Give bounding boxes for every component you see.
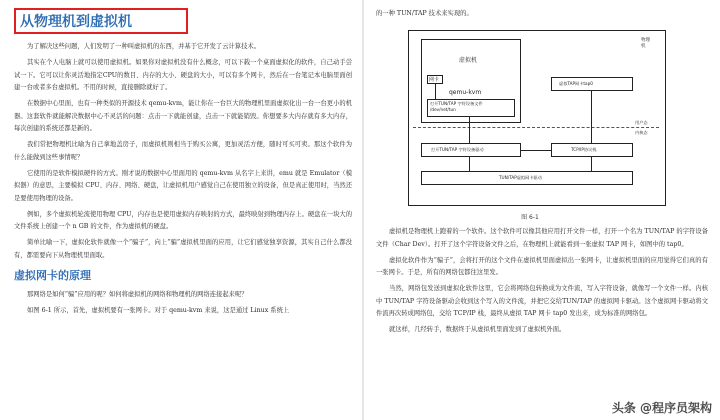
right-body: [376, 226, 708, 340]
paragraph: 虚拟机是物理机上跑着的一个软件。这个软件可以像其他应用打开文件一样，打开一个名为 TUN/TAP 的字符设备文件（Char Dev）。打开了这个字符设备文件之后，在物理机上就能看到一张虚拟 TAP 网卡，如图中的 tap0。: [376, 228, 708, 248]
char-dev-label: 打开TUN/TAP 字符设备驱动: [431, 147, 484, 152]
tuntap-driver-label: TUN/TAP虚拟网卡驱动: [499, 175, 542, 180]
connector-line: [469, 117, 470, 143]
connector-line: [435, 84, 436, 99]
paragraph: 例如，多个虚拟机轮流使用物理 CPU，内存也是使用虚拟内存映射的方式，最终映射到物理内存上。硬盘在一块大的文件系统上创建一个 n GB 的文件，作为虚拟机的硬盘。: [14, 210, 352, 230]
paragraph: 就这样，几经转手，数据终于从虚拟机里面发到了虚拟机外面。: [389, 326, 566, 333]
section-title-highlighted: 从物理机到虚拟机: [14, 8, 188, 34]
paragraph: 的一种 TUN/TAP 技术来实现的。: [376, 10, 473, 17]
tap-device-label: 虚拟TAP网卡tap0: [559, 81, 593, 86]
paragraph: 简单比喻一下，虚拟化软件就像一个“骗子”，向上“骗”虚拟机里面的应用，让它们感觉独享资源，其实自己什么都没有，都需要向下从物理机里面取。: [14, 239, 352, 259]
connector-line: [591, 91, 592, 143]
right-page: [364, 0, 720, 420]
vm-label: 虚拟机: [459, 57, 478, 64]
tun-tap-diagram: [408, 30, 666, 206]
paragraph: 其实在个人电脑上就可以使用虚拟机。如果你对虚拟机没有什么概念，可以下载一个桌面虚拟化的软件，自己动手尝试一下。它可以让你灵活地指定CPU的数目、内存的大小、硬盘的大小，可以有多个网卡，然后在一台笔记本电脑里面创建一台或者多台虚拟机。不用的时候，直接删除就好了。: [14, 59, 352, 91]
host-label: 物理 机: [641, 38, 650, 49]
tcpip-label: TCP/IP协议栈: [571, 147, 597, 152]
watermark: 头条 @程序员架构: [611, 401, 712, 415]
host-area: [605, 35, 661, 55]
section-heading: 虚拟网卡的原理: [14, 269, 91, 282]
paragraph: 它使用的是软件模拟硬件的方式。刚才说的数据中心里面用的 qemu-kvm 从名字上来讲，emu 就是 Emulator（模拟器）的意思，主要模拟 CPU、内存、网络、硬盘，让虚拟机用户感觉自己在使用独立的设备，但是真正使用时，当然还是要使用物理的设备。: [14, 169, 352, 202]
paragraph: 在数据中心里面，也有一种类似的开源技术 qemu-kvm，能让你在一台巨大的物理机里面虚拟化出一台一台更小的机器。这套软件就能解决数据中心不灵活的问题：点击一下就能创建，点击一下就能销毁。你想要多大内存就有多大内存，每次创建的系统还都是新的。: [14, 100, 352, 132]
user-space-label: 用户态: [635, 120, 648, 125]
connector-line: [469, 157, 470, 171]
connector-line: [591, 157, 592, 171]
qemu-sub-label: 打开TUN/TAP 字符设备文件 /dev/net/tun: [430, 101, 483, 112]
kernel-space-label: 内核态: [635, 130, 648, 135]
paragraph: 虚拟化软件作为“骗子”，会将打开的这个文件在虚拟机里面虚拟出一张网卡，让虚拟机里面的应用觉得它们真的有一张网卡。于是，所有的网络包都往这里发。: [376, 256, 708, 276]
space-divider: [413, 127, 659, 128]
qemu-label: qemu-kvm: [449, 89, 482, 96]
paragraph: 那网络是如何“骗”应用的呢？如何将虚拟机的网络和物理机的网络连接起来呢？: [27, 291, 248, 298]
paragraph: 我们常把物理机比喻为自己拿地盖房子，而虚拟机则相当于购买公寓，更加灵活方便，随时可买可卖。那这个软件为什么能做到这些事情呢？: [14, 141, 352, 161]
paragraph: 当然，网络包发送到虚拟化软件这里，它会将网络包转换成为文件流，写入字符设备，就像写一个文件一样。内核中 TUN/TAP 字符设备驱动会收到这个写入的文件流，并把它交给TUN/TAP 的虚拟网卡驱动。这个虚拟网卡驱动将文件流再次转成网络包，交给 TCP/IP 栈，最终从虚拟 TAP 网卡 tap0 发出来，成为标准的网络包。: [376, 285, 708, 317]
paragraph: 如图 6-1 所示，首先，虚拟机要有一张网卡。对于 qemu-kvm 来说，这是通过 Linux 系统上: [27, 307, 290, 314]
paragraph: 为了解决这些问题，人们发明了一种叫虚拟机的东西，并基于它开发了云计算技术。: [27, 43, 260, 50]
figure-caption: 图 6-1: [521, 214, 539, 221]
nic-label: 网卡: [429, 77, 440, 83]
connector-line: [521, 150, 551, 151]
